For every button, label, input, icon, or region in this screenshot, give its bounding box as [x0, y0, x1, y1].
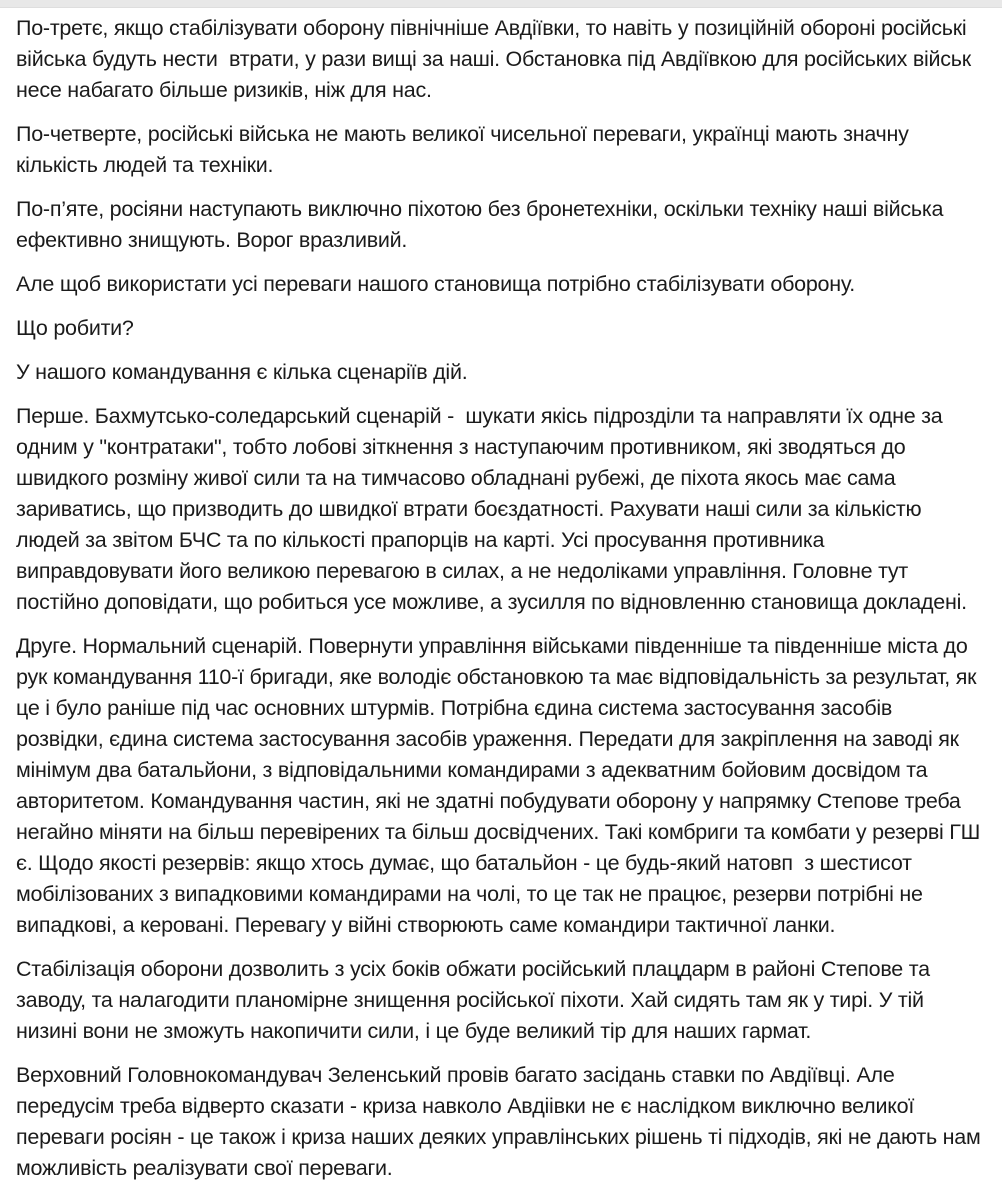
paragraph-druhe-scenarii: Друге. Нормальний сценарій. Повернути управління військами південніше та південніше міста до рук командування 110-ї бригади, яке володіє обстановкою та має відповідальність за результат, як це і було раніше під час основних штурмів. Потрібна єдина система застосування засобів розвідки, єдина система застосування засобів ураження. Передати для закріплення на заводі як мінімум два батальйони, з відповідальними командирами з адекватним бойовим досвідом та авторитетом. Командування частин, які не здатні побудувати оборону у напрямку Степове треба негайно міняти на більш перевірених та більш досвідчених. Такі комбриги та комбати у резерві ГШ є. Щодо якості резервів: якщо хтось думає, що батальйон - це будь-який натовп з шестисот мобілізованих з випадковими командирами на чолі, то це так не працює, резерви потрібні не випадкові, а керовані. Перевагу у війні створюють саме командири тактичної ланки.	[16, 634, 986, 937]
paragraph-verkhovnyi: Верховний Головнокомандувач Зеленський провів багато засідань ставки по Авдіївці. Але передусім треба відверто сказати - криза навколо Авдіівки не є наслідком виключно великої переваги росіян - це також і криза наших деяких управлінських рішень ті підходів, які не дають нам можливість реалізувати свої переваги.	[16, 1063, 987, 1180]
paragraph-po-chetverte: По-четверте, російські війська не мають великої чисельної переваги, українці мають значну кількість людей та техніки.	[16, 122, 915, 177]
paragraph-stabilizatsiia: Стабілізація оборони дозволить з усіх боків обжати російський плацдарм в районі Степове та заводу, та налагодити планомірне знищення російської піхоти. Хай сидять там як у тирі. У тій низині вони не зможуть накопичити сили, і це буде великий тір для наших гармат.	[16, 957, 936, 1043]
paragraph-shcho-robyty: Що робити?	[16, 316, 134, 340]
paragraph-po-tretie: По-третє, якщо стабілізувати оборону північніше Авдіївки, то навіть у позиційній обороні російські війська будуть нести втрати, у рази вищі за наші. Обстановка під Авдіївкою для російських військ несе набагато більше ризиків, ніж для нас.	[16, 16, 977, 102]
post-body	[0, 8, 1002, 1184]
paragraph-scenarii-intro: У нашого командування є кілька сценаріїв дій.	[16, 360, 468, 384]
paragraph-po-piate: По-п’яте, росіяни наступають виключно піхотою без бронетехніки, оскільки техніку наші війська ефективно знищують. Ворог вразливий.	[16, 197, 949, 252]
paragraph-pershe-scenarii: Перше. Бахмутсько-соледарський сценарій - шукати якісь підрозділи та направляти їх одне за одним у "контратаки", тобто лобові зіткнення з наступаючим противником, які зводяться до швидкого розміну живої сили та на тимчасово обладнані рубежі, де піхота якось має сама зариватись, що призводить до швидкої втрати боєздатності. Рахувати наші сили за кількістю людей за звітом БЧС та по кількості прапорців на карті. Усі просування противника виправдовувати його великою перевагою в силах, а не недоліками управління. Головне тут постійно доповідати, що робиться усе можливе, а зусилля по відновленню становища докладені.	[16, 404, 967, 614]
paragraph-ale-shchob: Але щоб використати усі переваги нашого становища потрібно стабілізувати оборону.	[16, 272, 855, 296]
top-edge-bar	[0, 0, 1002, 8]
